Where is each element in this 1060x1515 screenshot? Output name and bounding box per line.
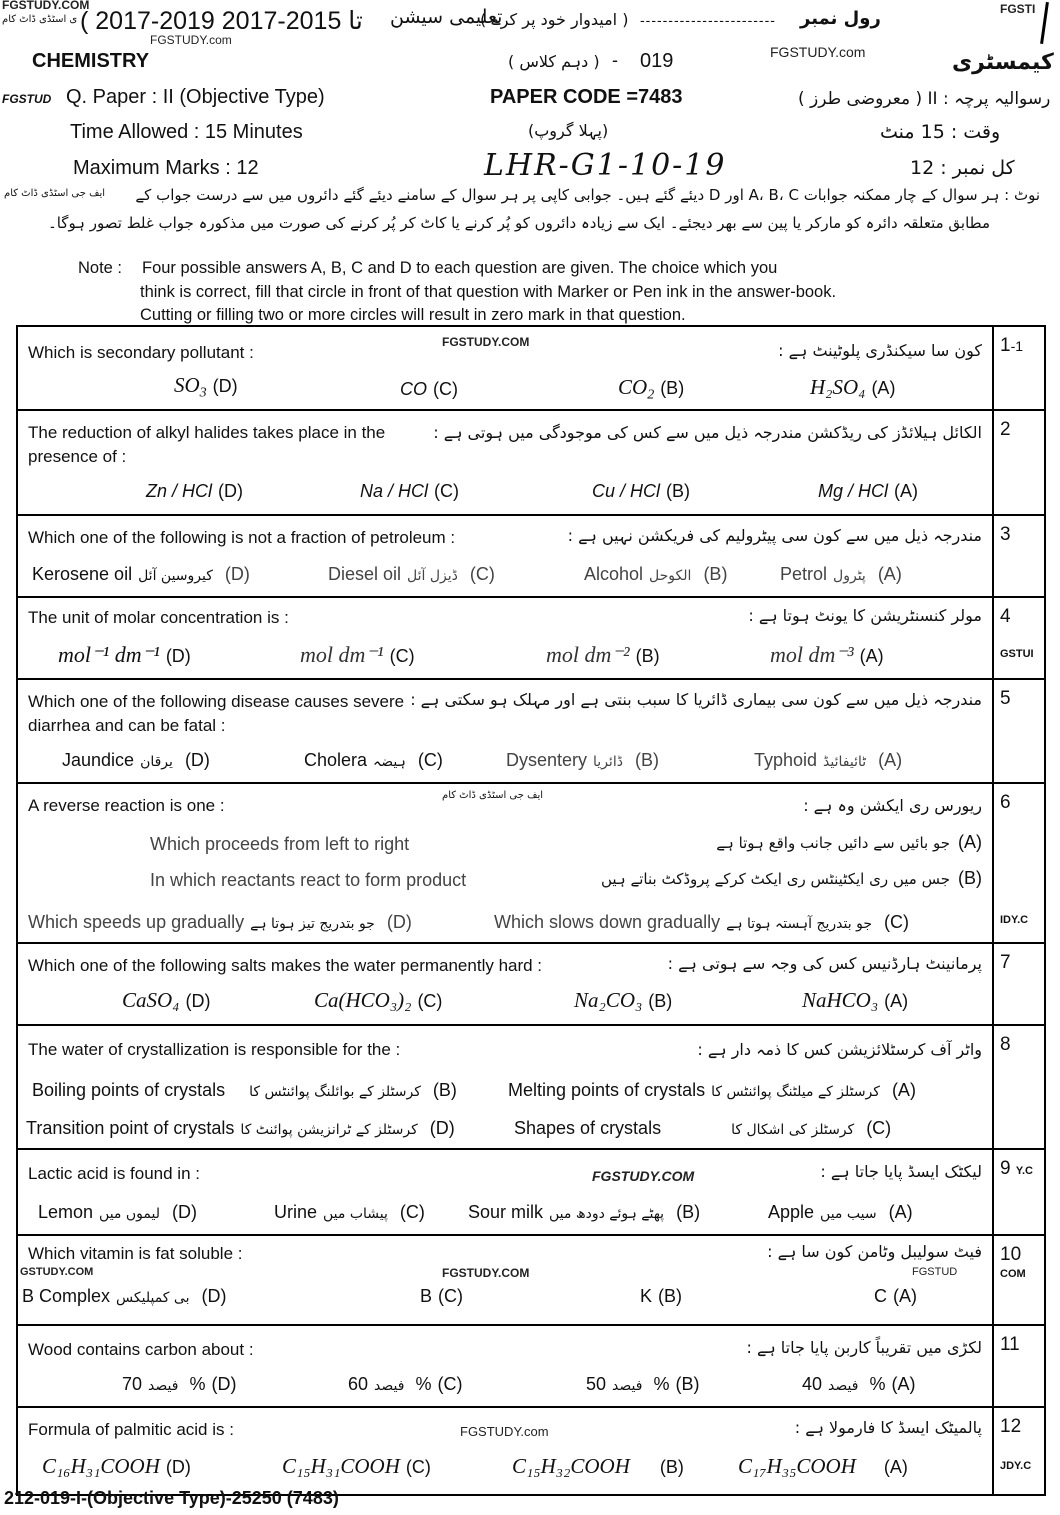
option-label: (D) <box>201 1286 227 1306</box>
question-number <box>992 327 1044 409</box>
option-text: Petrol <box>780 564 828 584</box>
question-number-side: JDY.C <box>1000 1460 1032 1472</box>
watermark: FGSTUDY.COM <box>592 1168 695 1184</box>
option-urdu: ڈیزل آئل <box>407 568 458 584</box>
option-b[interactable] <box>586 1374 699 1395</box>
option-label: (C) <box>417 750 443 770</box>
watermark-urdu: ایف جی اسٹڈی ڈاٹ کام <box>442 790 544 801</box>
option-d[interactable] <box>174 373 238 402</box>
option-d[interactable] <box>26 1118 455 1139</box>
question-number-text: 4 <box>1000 606 1011 627</box>
option-c[interactable] <box>514 1118 891 1139</box>
watermark-qpaper: FGSTUD <box>2 92 52 106</box>
option-subscript: 3 <box>199 385 207 401</box>
option-text: B <box>420 1286 433 1306</box>
question-number <box>992 1150 1044 1234</box>
option-c[interactable] <box>420 1286 463 1307</box>
question-number-text: 7 <box>1000 952 1011 973</box>
option-a[interactable] <box>754 750 902 771</box>
question-number-text: 8 <box>1000 1034 1011 1055</box>
option-c[interactable] <box>360 481 459 502</box>
option-b[interactable] <box>32 1080 457 1101</box>
option-urdu: کرسٹلز کے بوائلنگ پوائنٹس کا <box>249 1084 421 1100</box>
option-c[interactable] <box>348 1374 462 1395</box>
question-12-english: Formula of palmitic acid is : <box>28 1420 234 1439</box>
note-line-2: think is correct, fill that circle in front of that question with Marker or Pen ink in the answer-book. <box>140 283 837 301</box>
question-4-english: The unit of molar concentration is : <box>28 608 289 627</box>
time-allowed-urdu: وقت : 15 منٹ <box>880 121 1001 143</box>
question-number-text: 3 <box>1000 524 1011 545</box>
note-line-1: Four possible answers A, B, C and D to each question are given. The choice which you <box>142 259 778 277</box>
question-5-english-line-2: diarrhea and can be fatal : <box>28 716 226 735</box>
option-text: mol⁻¹ dm⁻¹ <box>58 642 160 667</box>
option-text: Cholera <box>304 750 368 770</box>
option-label: (C) <box>433 379 458 399</box>
note-line-3: Cutting or filling two or more circles will result in zero mark in that question. <box>140 306 686 324</box>
question-row-5 <box>18 680 1044 784</box>
option-label: (D) <box>165 1457 191 1477</box>
option-text: Typhoid <box>754 750 818 770</box>
option-c[interactable] <box>300 642 415 668</box>
option-b[interactable] <box>512 1454 684 1479</box>
option-label: (A) <box>888 1202 913 1222</box>
option-label: (A) <box>877 564 902 584</box>
option-b[interactable] <box>601 868 982 889</box>
option-c[interactable] <box>400 379 458 400</box>
option-d[interactable] <box>58 642 191 668</box>
option-urdu: فیصد <box>612 1378 643 1394</box>
option-urdu: ٹائیفائیڈ <box>823 754 867 770</box>
option-label: (C) <box>399 1202 425 1222</box>
question-3-english: Which one of the following is not a fraction of petroleum : <box>28 528 456 547</box>
instructions-urdu-line-2: مطابق متعلقہ دائرہ کو مارکر یا پین سے بھر دیجئے۔ ایک سے زیادہ دائروں کو پُر کرنے یا کاٹ کر پُر کرنے کی صورت میں مذکورہ جواب غلط تصور ہوگا۔ <box>47 214 990 232</box>
option-d[interactable] <box>146 481 243 502</box>
option-label: (A) <box>893 1286 917 1306</box>
option-text: NaHCO₃ <box>802 988 879 1012</box>
question-8-english: The water of crystallization is responsible for the : <box>28 1040 401 1059</box>
code-short: 019 <box>640 50 674 72</box>
option-text: mol dm⁻² <box>546 642 630 667</box>
option-d[interactable] <box>22 1286 226 1307</box>
option-a[interactable] <box>874 1286 917 1307</box>
option-label: (C) <box>405 1457 431 1477</box>
option-b[interactable] <box>468 1202 700 1223</box>
question-number-text: 9 <box>1000 1158 1011 1179</box>
instructions-urdu-line-1: نوٹ : ہر سوال کے چار ممکنہ جوابات A، B، C اور D دیئے گئے ہیں۔ جوابی کاپی پر ہر سوال کے سامنے دیئے گئے دائروں میں سے درست جواب کے <box>135 186 1040 204</box>
watermark-right: FGSTUD <box>912 1266 958 1278</box>
option-a[interactable] <box>508 1080 916 1101</box>
option-b[interactable] <box>574 988 672 1013</box>
option-urdu: یرقان <box>140 754 173 770</box>
option-label: (B) <box>957 868 982 888</box>
question-number <box>992 1408 1044 1494</box>
option-label: (C) <box>434 481 460 501</box>
watermark: FGSTUDY.com <box>460 1424 549 1439</box>
option-text: CO <box>618 375 648 399</box>
option-label: (C) <box>438 1286 464 1306</box>
option-text: CO <box>400 379 427 399</box>
option-text: mol dm⁻¹ <box>300 642 384 667</box>
option-urdu: پھٹے ہوئے دودھ میں <box>549 1206 665 1222</box>
option-label: (B) <box>666 481 691 501</box>
option-text: C₁₇H₃₅COOH <box>738 1454 856 1478</box>
option-b-english[interactable]: In which reactants react to form product <box>150 870 467 890</box>
maximum-marks: Maximum Marks : 12 <box>73 157 259 179</box>
question-number-text: 12 <box>1000 1416 1022 1437</box>
question-row-12 <box>18 1408 1044 1494</box>
question-5-english-line-1: Which one of the following disease causes severe <box>28 692 405 711</box>
question-row-8 <box>18 1026 1044 1150</box>
option-label: (C) <box>417 991 443 1011</box>
class-urdu: ( دہم کلاس ) <box>508 52 600 71</box>
question-2-english-line-2: presence of : <box>28 447 127 466</box>
option-text: Apple <box>768 1202 815 1222</box>
option-label: (B) <box>432 1080 457 1100</box>
option-label: (D) <box>185 991 211 1011</box>
option-c[interactable] <box>282 1454 431 1479</box>
option-text: CaSO₄ <box>122 988 180 1012</box>
question-4-urdu: مولر کنسنٹریشن کا یونٹ ہوتا ہے : <box>748 606 982 625</box>
question-number <box>992 411 1044 514</box>
question-5-urdu: مندرجہ ذیل میں سے کون سی بیماری ڈائریا کا سبب بنتی ہے اور مہلک ہو سکتی ہے : <box>410 690 982 709</box>
option-urdu: جو بائیں سے دائیں جانب واقع ہوتا ہے <box>716 834 950 852</box>
option-text: Sour milk <box>468 1202 544 1222</box>
option-urdu: بی کمپلیکس <box>116 1290 190 1306</box>
option-text: Melting points of crystals <box>508 1080 706 1100</box>
option-d[interactable] <box>62 750 210 771</box>
question-10-urdu: فیٹ سولیبل وٹامن کون سا ہے : <box>767 1242 982 1261</box>
option-label: (D) <box>224 564 250 584</box>
question-number <box>992 516 1044 596</box>
question-row-6 <box>18 784 1044 944</box>
option-urdu: کرسٹلز کے میلٹنگ پوائنٹس کا <box>711 1084 880 1100</box>
option-text: C₁₆H₃₁COOH <box>42 1454 160 1478</box>
option-text: Lemon <box>38 1202 94 1222</box>
question-9-english: Lactic acid is found in : <box>28 1164 200 1183</box>
option-label: (B) <box>703 564 728 584</box>
question-number <box>992 680 1044 782</box>
question-number-suffix: Y.C <box>1015 1165 1033 1177</box>
question-number <box>992 784 1044 942</box>
option-label: (B) <box>648 991 673 1011</box>
option-label: (B) <box>635 646 660 666</box>
option-d[interactable] <box>32 564 250 585</box>
question-row-7 <box>18 944 1044 1026</box>
option-label: (D) <box>212 376 238 396</box>
option-urdu: فیصد <box>828 1378 859 1394</box>
option-text: Urine <box>274 1202 318 1222</box>
question-number-text: 6 <box>1000 792 1011 813</box>
question-number-text: 2 <box>1000 419 1011 440</box>
option-label: (A) <box>859 646 884 666</box>
question-7-urdu: پرمانینٹ ہارڈنیس کس کی وجہ سے ہوتی ہے : <box>667 954 982 973</box>
question-1-english: Which is secondary pollutant : <box>28 343 254 362</box>
option-a[interactable] <box>780 564 902 585</box>
option-a[interactable] <box>768 1202 913 1223</box>
watermark-left: GSTUDY.COM <box>20 1266 94 1278</box>
option-d[interactable] <box>28 912 412 933</box>
session-label-urdu: تعلیمی سیشن <box>390 6 503 28</box>
question-row-10 <box>18 1236 1044 1326</box>
footer-paper-code: 212-019-I-(Objective Type)-25250 (7483) <box>4 1488 339 1508</box>
option-text: C₁₅H₃₁COOH <box>282 1454 400 1478</box>
question-number <box>992 1026 1044 1148</box>
option-text: mol dm⁻³ <box>770 642 854 667</box>
option-urdu: جو بتدریج آہستہ ہوتا ہے <box>726 916 872 932</box>
option-c[interactable] <box>314 988 442 1013</box>
watermark: FGSTUDY.COM <box>442 335 530 349</box>
option-text: Shapes of crystals <box>514 1118 662 1138</box>
option-label: (A) <box>891 1374 916 1394</box>
option-label: (A) <box>871 378 896 398</box>
question-11-urdu: لکڑی میں تقریباً کاربن پایا جاتا ہے : <box>746 1338 982 1357</box>
option-urdu: پٹرول <box>833 568 866 584</box>
option-label: (B) <box>675 1374 700 1394</box>
option-text: Kerosene oil <box>32 564 133 584</box>
question-number-text: 11 <box>1000 1334 1020 1355</box>
option-urdu: لیموں میں <box>99 1206 160 1222</box>
question-11-english: Wood contains carbon about : <box>28 1340 254 1359</box>
question-2-urdu: الکائل ہیلائڈز کی ریڈکشن مندرجہ ذیل میں سے کس کی موجودگی میں ہوتی ہے : <box>433 423 982 442</box>
option-text: 40 % <box>802 1374 886 1394</box>
group-urdu: (پہلا گروپ) <box>528 121 609 140</box>
option-urdu: کرسٹلز کی اشکال کا <box>731 1122 855 1138</box>
option-label: (A) <box>891 1080 916 1100</box>
option-label: (D) <box>184 750 210 770</box>
option-text: Mg / HCl <box>818 481 889 501</box>
watermark-header-right: FGSTUDY.com <box>770 44 866 60</box>
option-c[interactable] <box>494 912 909 933</box>
time-allowed: Time Allowed : 15 Minutes <box>70 121 303 143</box>
option-b[interactable] <box>506 750 659 771</box>
option-a[interactable] <box>802 988 908 1013</box>
option-label: (B) <box>676 1202 701 1222</box>
question-6-english: A reverse reaction is one : <box>28 796 225 815</box>
question-row-3 <box>18 516 1044 598</box>
option-urdu: فیصد <box>374 1378 405 1394</box>
option-text: Na₂CO₃ <box>574 988 643 1012</box>
watermark-top-right: FGSTI <box>1000 2 1036 16</box>
option-d[interactable] <box>122 988 210 1013</box>
question-8-urdu: واٹر آف کرسٹلائزیشن کس کا ذمہ دار ہے : <box>697 1040 982 1059</box>
option-label: (B) <box>634 750 659 770</box>
subject-title-urdu: کیمسٹری <box>952 50 1054 75</box>
option-text: Cu / HCl <box>592 481 661 501</box>
option-label: (A) <box>957 832 982 852</box>
option-b[interactable] <box>546 642 660 668</box>
question-number-side: GSTUI <box>1000 648 1034 660</box>
option-text: Dysentery <box>506 750 588 770</box>
note-label: Note : <box>78 259 123 277</box>
option-text: Zn / HCl <box>146 481 213 501</box>
watermark: FGSTUDY.COM <box>442 1266 530 1280</box>
option-label: (C) <box>437 1374 463 1394</box>
option-text: Alcohol <box>584 564 644 584</box>
option-urdu: سیب میں <box>820 1206 877 1222</box>
option-a[interactable] <box>802 1374 915 1395</box>
option-urdu: جو بتدریج تیز ہوتا ہے <box>250 916 375 932</box>
option-a[interactable] <box>818 481 918 502</box>
option-text: Which slows down gradually <box>494 912 721 932</box>
option-label: (C) <box>469 564 495 584</box>
option-label: (D) <box>429 1118 455 1138</box>
watermark-top-left: FGSTUDY.COM <box>2 0 90 12</box>
option-text: 70 % <box>122 1374 206 1394</box>
question-3-urdu: مندرجہ ذیل میں سے کون سی پیٹرولیم کی فریکشن نہیں ہے : <box>567 526 982 545</box>
question-6-urdu: ریورس ری ایکشن وہ ہے : <box>803 796 982 815</box>
question-number <box>992 1326 1044 1406</box>
instructions-watermark-left: ایف جی اسٹڈی ڈاٹ کام <box>4 188 106 199</box>
candidate-note-urdu: ( امیدوار خود پر کرے ) <box>480 10 629 29</box>
option-b[interactable] <box>640 1286 682 1307</box>
option-label: (D) <box>218 481 244 501</box>
question-2-english-line-1: The reduction of alkyl halides takes place in the <box>28 423 386 442</box>
question-paper-label-urdu: رسوالیہ پرچہ : II ( معروضی طرز ) <box>798 89 1051 109</box>
roll-number-label-urdu: رول نمبر <box>800 8 881 29</box>
question-number <box>992 944 1044 1024</box>
option-urdu: فیصد <box>148 1378 179 1394</box>
paper-code: PAPER CODE =7483 <box>490 86 683 108</box>
option-label: (B) <box>659 1457 684 1477</box>
option-text: Ca(HCO₃)₂ <box>314 988 412 1012</box>
handwritten-paper-code: LHR-G1-10-19 <box>484 148 727 183</box>
option-label: (A) <box>878 750 903 770</box>
option-text: Transition point of crystals <box>26 1118 235 1138</box>
option-text: C₁₅H₃₂COOH <box>512 1454 630 1478</box>
option-text: 50 % <box>586 1374 670 1394</box>
option-urdu: ڈائریا <box>593 754 623 770</box>
option-label: (C) <box>883 912 909 932</box>
option-c[interactable] <box>328 564 495 585</box>
option-subscript: 2 <box>647 387 655 403</box>
question-number-side: -1 <box>1010 338 1024 354</box>
question-number-side: COM <box>1000 1268 1026 1280</box>
option-a[interactable] <box>716 832 982 853</box>
questions-table <box>16 325 1046 1496</box>
option-b[interactable] <box>592 481 690 502</box>
question-row-9 <box>18 1150 1044 1236</box>
option-b[interactable] <box>618 375 684 404</box>
watermark-top-left-urdu: ی اسٹڈی ڈاٹ کام <box>2 14 78 25</box>
option-text: SO <box>174 373 200 397</box>
option-label: (D) <box>165 646 191 666</box>
option-d[interactable] <box>42 1454 191 1479</box>
option-c[interactable] <box>304 750 443 771</box>
option-text: K <box>640 1286 653 1306</box>
question-number-text: 1 <box>1000 335 1011 356</box>
option-a-english[interactable]: Which proceeds from left to right <box>150 834 410 854</box>
option-a[interactable] <box>810 375 895 400</box>
question-row-11 <box>18 1326 1044 1408</box>
question-paper-label: Q. Paper : II (Objective Type) <box>66 86 325 108</box>
option-urdu: ہیضہ <box>373 754 406 770</box>
question-9-urdu: لیکٹک ایسڈ پایا جاتا ہے : <box>820 1162 982 1181</box>
question-number <box>992 598 1044 678</box>
option-label: (A) <box>883 1457 908 1477</box>
question-7-english: Which one of the following salts makes the water permanently hard : <box>28 956 543 975</box>
option-label: (D) <box>171 1202 197 1222</box>
option-text: H₂SO₄ <box>810 375 866 399</box>
option-text: Boiling points of crystals <box>32 1080 226 1100</box>
option-a[interactable] <box>738 1454 908 1479</box>
option-d[interactable] <box>38 1202 197 1223</box>
code-dash: - <box>612 50 618 70</box>
option-c[interactable] <box>274 1202 425 1223</box>
option-label: (C) <box>389 646 415 666</box>
option-urdu: جس میں ری ایکٹینٹس ری ایکٹ کرکے پروڈکٹ بناتے ہیں <box>600 870 950 888</box>
option-text: C <box>874 1286 887 1306</box>
question-row-4 <box>18 598 1044 680</box>
option-urdu: کرسٹلز کے ٹرانزیشن پوائنٹ کا <box>240 1122 418 1138</box>
option-urdu: الکوحل <box>649 568 692 584</box>
question-1-urdu: کون سا سیکنڈری پلوٹینٹ ہے : <box>778 341 982 360</box>
session-years: ( 2017-2019 تا 2015-2017 <box>80 7 363 35</box>
question-number-text: 10 <box>1000 1244 1022 1265</box>
option-urdu: کیروسین آئل <box>138 568 213 584</box>
option-label: (A) <box>894 481 919 501</box>
option-d[interactable] <box>122 1374 236 1395</box>
option-text: Which speeds up gradually <box>28 912 245 932</box>
watermark-header-left: FGSTUDY.com <box>150 33 232 47</box>
roll-number-field[interactable]: ------------------------ <box>640 12 776 28</box>
question-row-1 <box>18 327 1044 411</box>
option-text: 60 % <box>348 1374 432 1394</box>
option-label: (C) <box>866 1118 892 1138</box>
option-label: (D) <box>211 1374 237 1394</box>
option-b[interactable] <box>584 564 727 585</box>
corner-mark <box>1040 2 1049 44</box>
option-text: Na / HCl <box>360 481 429 501</box>
maximum-marks-urdu: کل نمبر : 12 <box>910 157 1015 179</box>
option-label: (D) <box>386 912 412 932</box>
question-row-2 <box>18 411 1044 516</box>
question-number <box>992 1236 1044 1324</box>
question-number-text: 5 <box>1000 688 1011 709</box>
option-label: (B) <box>658 1286 683 1306</box>
subject-title: CHEMISTRY <box>32 50 150 72</box>
question-10-english: Which vitamin is fat soluble : <box>28 1244 243 1263</box>
option-text: Diesel oil <box>328 564 402 584</box>
option-text: B Complex <box>22 1286 111 1306</box>
question-number-side: IDY.C <box>1000 914 1029 926</box>
option-label: (A) <box>884 991 909 1011</box>
option-text: Jaundice <box>62 750 135 770</box>
option-urdu: پیشاب میں <box>323 1206 388 1222</box>
option-a[interactable] <box>770 642 884 668</box>
option-label: (B) <box>660 378 685 398</box>
question-12-urdu: پالمیٹک ایسڈ کا فارمولا ہے : <box>794 1418 982 1437</box>
